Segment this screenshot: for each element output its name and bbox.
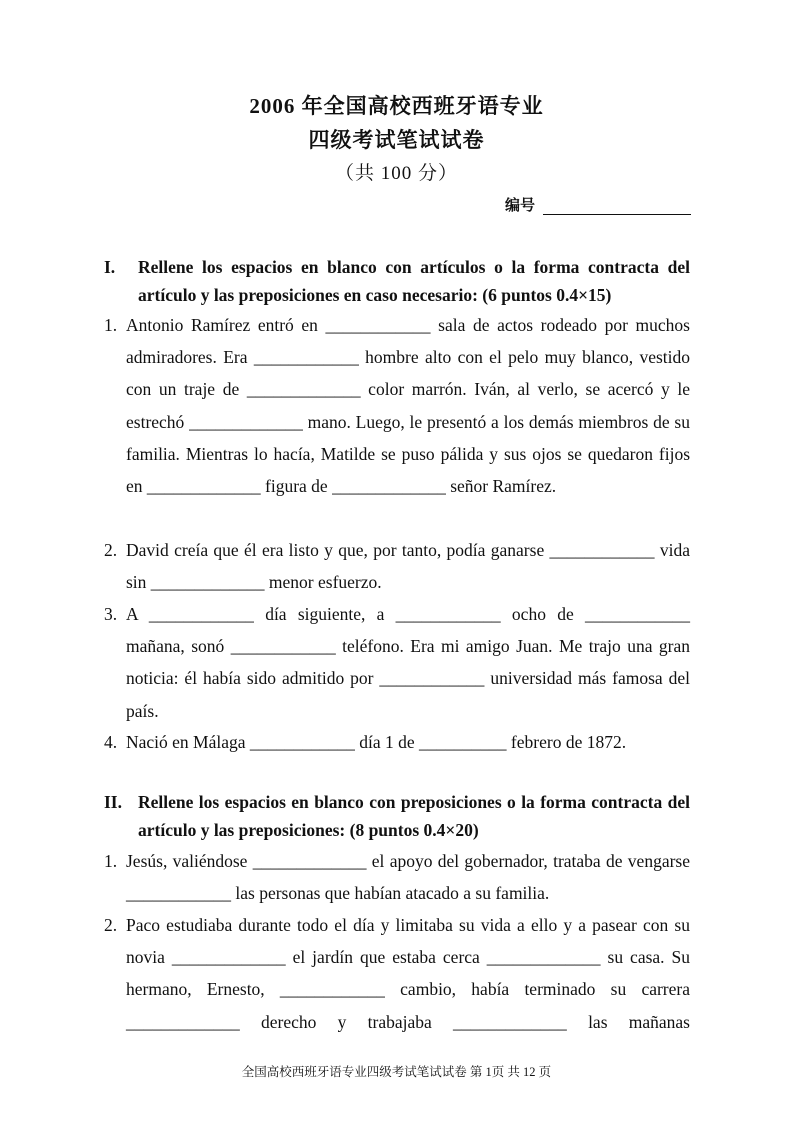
question-number: 2. xyxy=(104,915,118,935)
exam-score-note: （共 100 分） xyxy=(334,163,458,184)
question-number: 2. xyxy=(104,540,118,560)
question-item xyxy=(104,309,690,502)
section-2-numeral: II. xyxy=(104,792,122,812)
question-item xyxy=(104,726,690,758)
section-1-numeral: I. xyxy=(104,257,116,277)
question-number: 1. xyxy=(104,315,118,335)
exam-number-label: 编号 xyxy=(505,198,536,214)
question-text: Antonio Ramírez entró en ____________ sala de actos rodeado por muchos admiradores. Era ____________ hombre alto con el pelo muy blanco, vestido con un traje de _____________ color marrón. Iván, al verlo, se acercó y le estrechó _____________ mano. Luego, le presentó a los demás miembros de su familia. Mientras lo hacía, Matilde se puso pálida y sus ojos se quedaron fijos en _____________ figura de _____________ señor Ramírez. xyxy=(126,315,690,497)
question-text: Nació en Málaga ____________ día 1 de __________ febrero de 1872. xyxy=(126,732,627,752)
question-number: 3. xyxy=(104,604,118,624)
section-2-instruction: Rellene los espacios en blanco con preposiciones o la forma contracta del artículo y las preposiciones: (8 puntos 0.4×20) xyxy=(138,792,690,840)
section-1-heading xyxy=(104,253,690,309)
question-item xyxy=(104,845,690,909)
section-2-heading xyxy=(104,788,690,844)
question-text: David creía que él era listo y que, por tanto, podía ganarse ____________ vida sin _____________ menor esfuerzo. xyxy=(126,540,690,593)
question-number: 1. xyxy=(104,851,118,871)
exam-title-line2: 四级考试笔试试卷 xyxy=(308,128,485,152)
exam-number-field xyxy=(505,194,691,215)
question-text: Paco estudiaba durante todo el día y limitaba su vida a ello y a pasear con su novia _____________ el jardín que estaba cerca _____________ su casa. Su hermano, Ernesto, ____________ cambio, había terminado su carrera _____________ derecho y trabajaba _____________ las mañanas xyxy=(126,915,690,1032)
question-item xyxy=(104,909,690,1038)
exam-title-line1: 2006 年全国高校西班牙语专业 xyxy=(249,94,544,118)
question-text: Jesús, valiéndose _____________ el apoyo del gobernador, trataba de vengarse ____________ las personas que habían atacado a su familia. xyxy=(126,851,690,904)
question-number: 4. xyxy=(104,732,118,752)
page-footer: 全国高校西班牙语专业四级考试笔试试卷 第 1页 共 12 页 xyxy=(241,1065,552,1079)
question-text: A ____________ día siguiente, a ____________ ocho de ____________ mañana, sonó ____________ teléfono. Era mi amigo Juan. Me trajo una gran noticia: él había sido admitido por ____________ universidad más famosa del país. xyxy=(126,604,690,721)
question-item xyxy=(104,534,690,598)
section-1-instruction: Rellene los espacios en blanco con artículos o la forma contracta del artículo y las preposiciones en caso necesario: (6 puntos 0.4×15) xyxy=(138,257,690,305)
exam-number-blank[interactable] xyxy=(543,200,691,215)
question-item xyxy=(104,598,690,727)
